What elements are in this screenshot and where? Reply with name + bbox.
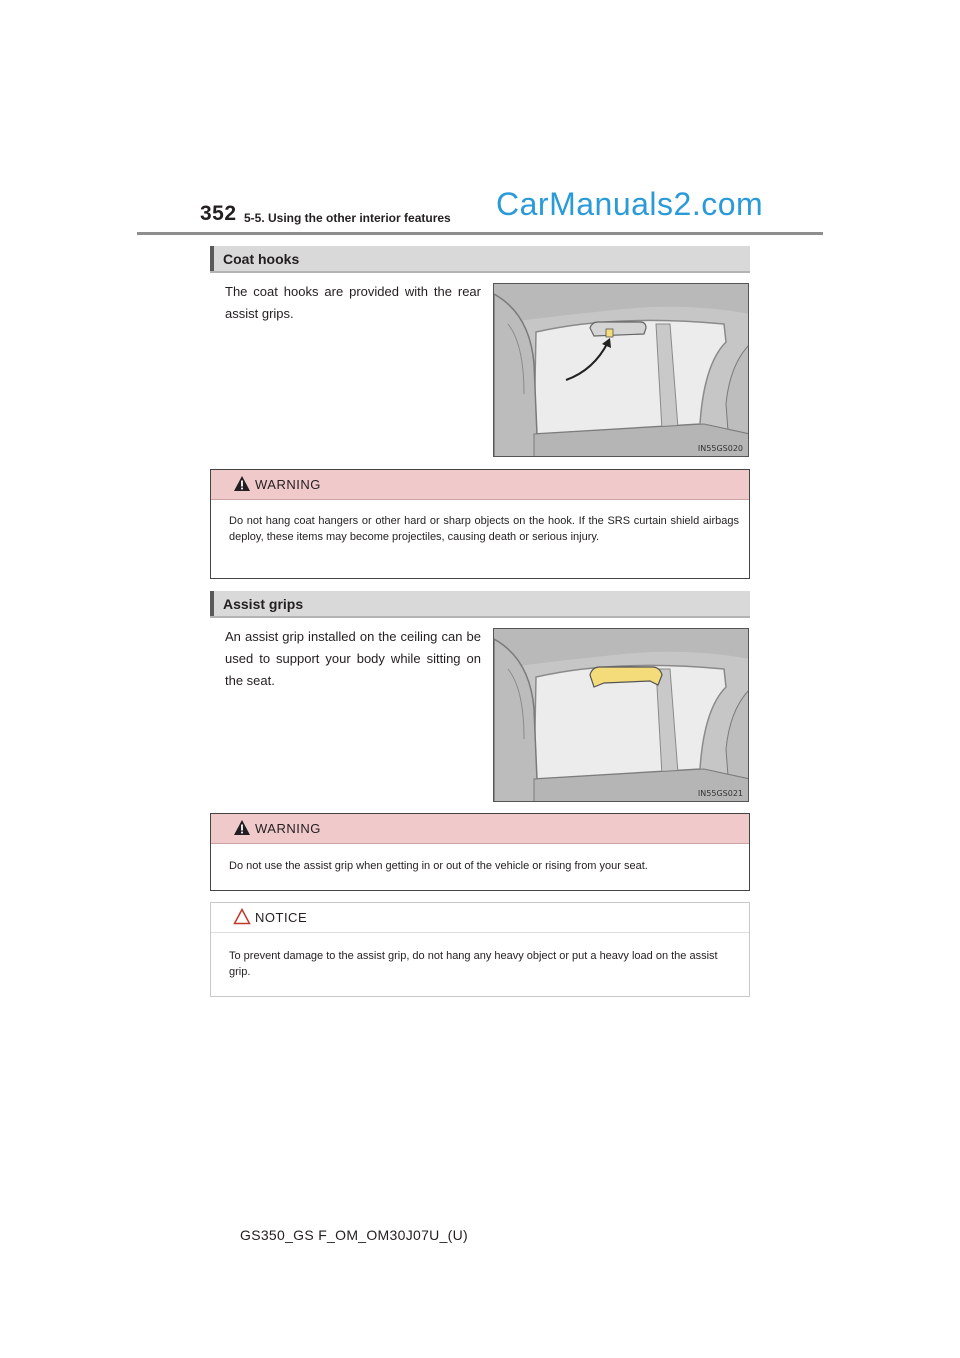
assist-grips-body: An assist grip installed on the ceiling can be used to support your body while sitting on the seat.: [225, 629, 481, 688]
warning-label: WARNING: [255, 821, 321, 836]
figure-code: IN55GS021: [697, 789, 743, 798]
figure-code: IN55GS020: [697, 444, 743, 453]
warning-header: [211, 814, 749, 844]
coat-hooks-body: The coat hooks are provided with the rear assist grips.: [225, 284, 481, 321]
page-number: 352: [200, 202, 237, 225]
notice-text: To prevent damage to the assist grip, do not hang any heavy object or put a heavy load on the assist grip.: [229, 950, 718, 978]
heading-bar: [210, 246, 214, 271]
notice-label: NOTICE: [255, 910, 308, 925]
warning-label: WARNING: [255, 477, 321, 492]
notice-box: [210, 902, 750, 997]
warning-text: Do not hang coat hangers or other hard or sharp objects on the hook. If the SRS curtain shield airbags deploy, these items may become projectiles, causing death or serious injury.: [229, 515, 739, 543]
heading-bar: [210, 591, 214, 616]
warning-text: Do not use the assist grip when getting in or out of the vehicle or rising from your seat.: [229, 860, 648, 872]
warning-header: [211, 470, 749, 500]
notice-header: [211, 903, 749, 933]
coat-hook-illustration: [493, 283, 749, 457]
warning-box: [210, 813, 750, 891]
assist-grips-title: Assist grips: [223, 596, 304, 612]
warning-triangle-icon: [233, 475, 251, 492]
warning-triangle-icon: [233, 819, 251, 836]
assist-grip-illustration: [493, 628, 749, 802]
coat-hooks-heading: [210, 246, 750, 273]
assist-grips-heading: [210, 591, 750, 618]
header-divider: [137, 232, 823, 235]
watermark: CarManuals2.com: [496, 186, 764, 222]
notice-triangle-icon: [233, 908, 251, 925]
coat-hooks-title: Coat hooks: [223, 251, 300, 267]
footer-code: GS350_GS F_OM_OM30J07U_(U): [240, 1227, 468, 1243]
section-title: 5-5. Using the other interior features: [244, 211, 451, 225]
warning-box: [210, 469, 750, 579]
